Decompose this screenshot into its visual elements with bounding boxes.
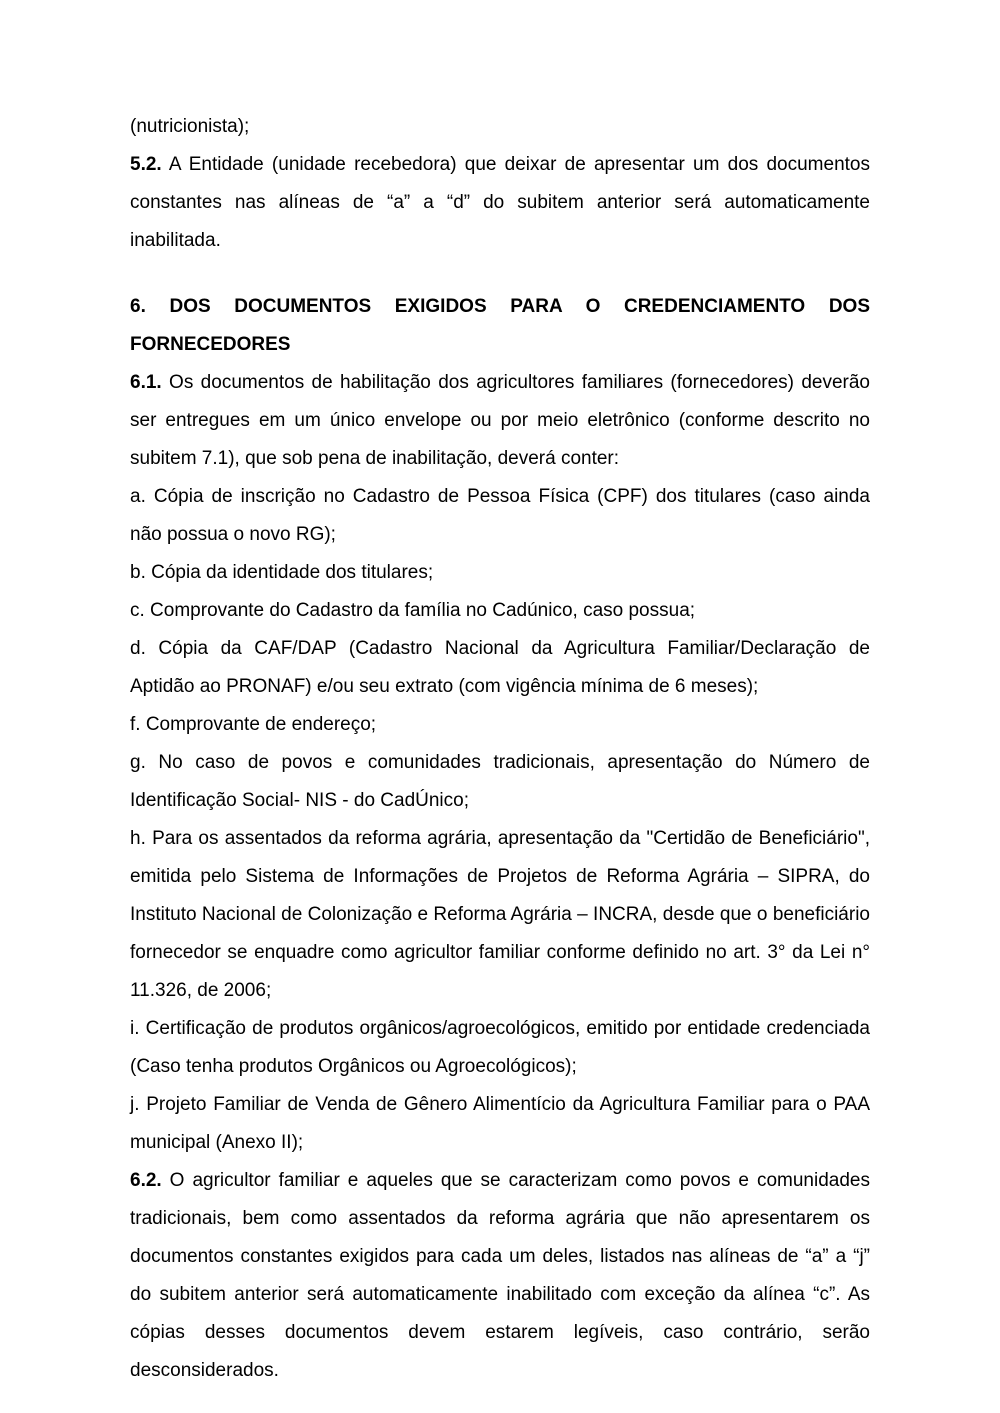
- list-item-f: f. Comprovante de endereço;: [130, 714, 377, 735]
- paragraph-6-2: [130, 1162, 870, 1390]
- list-item-d: d. Cópia da CAF/DAP (Cadastro Nacional da Agricultura Familiar/Declaração de Aptidão ao PRONAF) e/ou seu extrato (com vigência mínima de 6 meses);: [130, 638, 870, 697]
- list-item-g: g. No caso de povos e comunidades tradicionais, apresentação do Número de Identificação Social- NIS - do CadÚnico;: [130, 752, 870, 811]
- list-item-i: i. Certificação de produtos orgânicos/agroecológicos, emitido por entidade credenciada (Caso tenha produtos Orgânicos ou Agroecológicos);: [130, 1018, 870, 1077]
- paragraph-5-2: [130, 146, 870, 260]
- clause-number-6-2: 6.2.: [130, 1170, 162, 1191]
- clause-text-6-2: O agricultor familiar e aqueles que se caracterizam como povos e comunidades tradicionais, bem como assentados da reforma agrária que não apresentarem os documentos constantes exigidos para cada um deles, listados nas alíneas de “a” a “j” do subitem anterior será automaticamente inabilitado com exceção da alínea “c”. As cópias desses documentos devem estarem legíveis, caso contrário, serão desconsiderados.: [130, 1170, 870, 1381]
- paragraph-nutricionista: (nutricionista);: [130, 116, 250, 137]
- list-item-a: a. Cópia de inscrição no Cadastro de Pessoa Física (CPF) dos titulares (caso ainda não possua o novo RG);: [130, 486, 870, 545]
- list-item-b: b. Cópia da identidade dos titulares;: [130, 562, 434, 583]
- clause-text-6-1: Os documentos de habilitação dos agricultores familiares (fornecedores) deverão ser entregues em um único envelope ou por meio eletrônico (conforme descrito no subitem 7.1), que sob pena de inabilitação, deverá conter:: [130, 372, 870, 469]
- clause-number-5-2: 5.2.: [130, 154, 162, 175]
- clause-text-5-2: A Entidade (unidade recebedora) que deixar de apresentar um dos documentos constantes nas alíneas de “a” a “d” do subitem anterior será automaticamente inabilitada.: [130, 154, 870, 251]
- list-item-c: c. Comprovante do Cadastro da família no Cadúnico, caso possua;: [130, 600, 696, 621]
- clause-number-6-1: 6.1.: [130, 372, 162, 393]
- section-heading-6: 6. DOS DOCUMENTOS EXIGIDOS PARA O CREDENCIAMENTO DOS FORNECEDORES: [130, 296, 870, 355]
- list-item-h: h. Para os assentados da reforma agrária, apresentação da "Certidão de Beneficiário", emitida pelo Sistema de Informações de Projetos de Reforma Agrária – SIPRA, do Instituto Nacional de Colonização e Reforma Agrária – INCRA, desde que o beneficiário fornecedor se enquadre como agricultor familiar conforme definido no art. 3° da Lei n° 11.326, de 2006;: [130, 828, 870, 1001]
- list-item-j: j. Projeto Familiar de Venda de Gênero Alimentício da Agricultura Familiar para o PAA municipal (Anexo II);: [130, 1094, 870, 1153]
- paragraph-6-1: [130, 364, 870, 478]
